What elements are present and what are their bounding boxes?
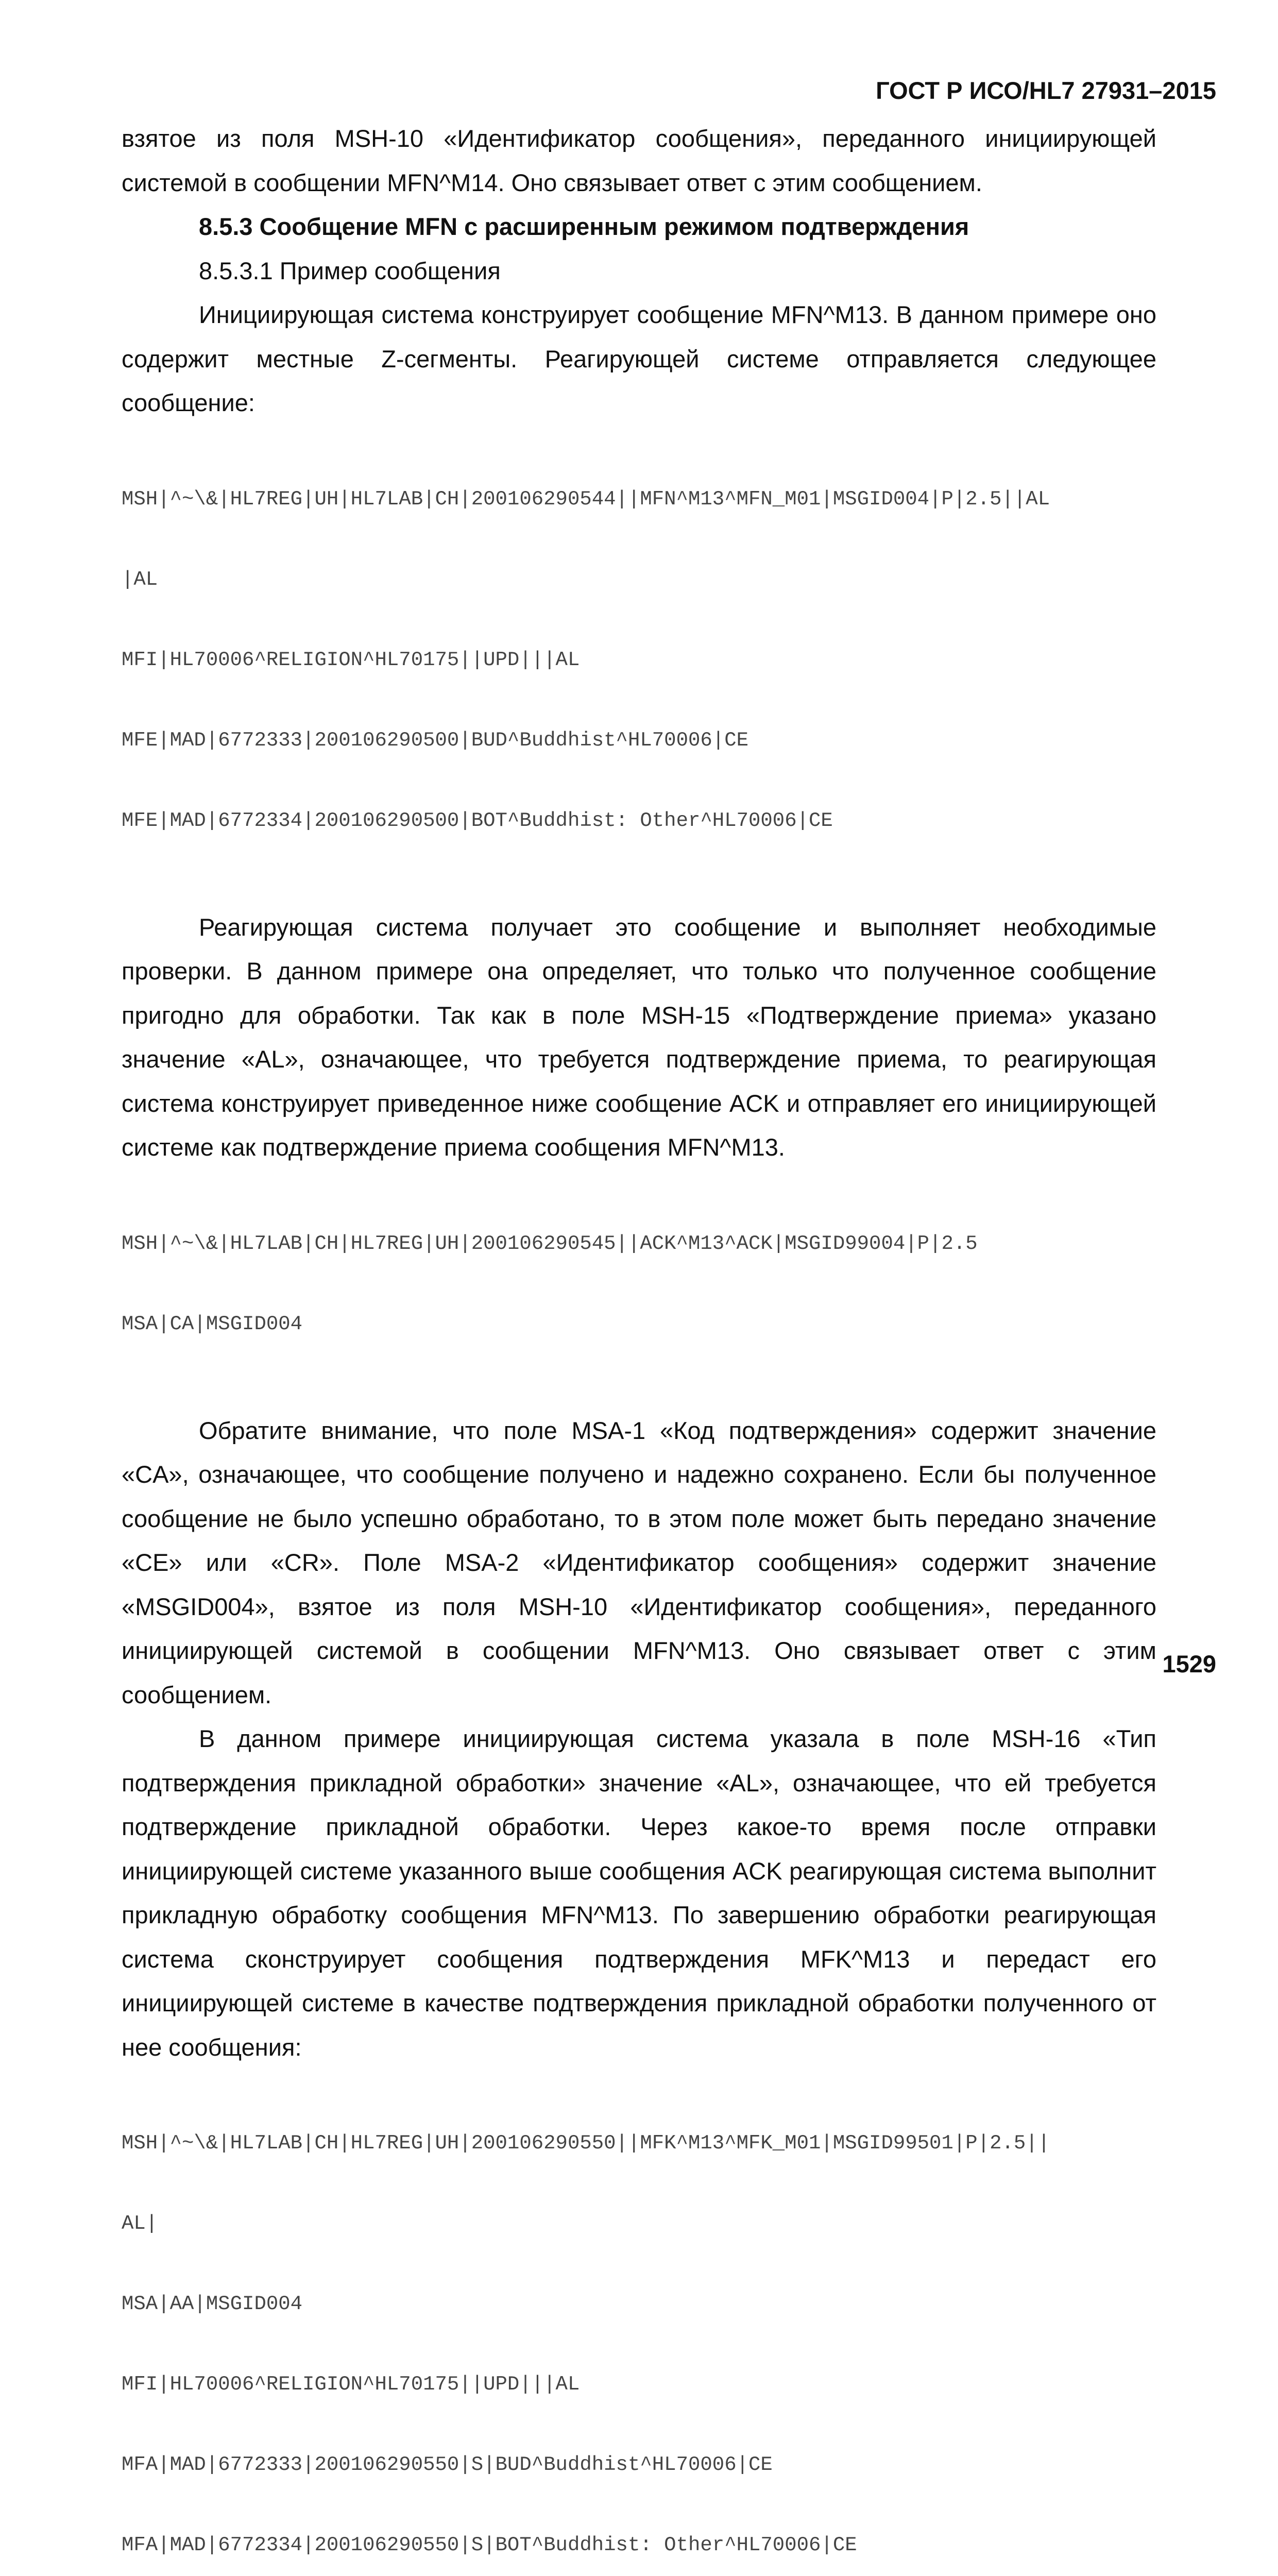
document-body [122, 116, 1156, 2576]
section-heading: 8.5.3 Сообщение MFN с расширенным режимом подтверждения [199, 213, 969, 240]
page-number: 1529 [1162, 1650, 1216, 1677]
code-line: MFI|HL70006^RELIGION^HL70175||UPD|||AL [122, 2373, 580, 2396]
code-line: MFE|MAD|6772333|200106290500|BUD^Buddhist^HL70006|CE [122, 728, 748, 752]
code-block-mfk-message [122, 2076, 1156, 2576]
code-line: |AL [122, 568, 158, 591]
code-block-ack-message [122, 1177, 1156, 1391]
paragraph-application-ack: В данном примере инициирующая система указала в поле MSH-16 «Тип подтверждения прикладной обработки» значение «AL», означающее, что ей требуется подтверждение прикладной обработки. Через какое-то время после отправки инициирующей системе указанного выше сообщения ACK реагирующая система выполнит прикладную обработку сообщения MFN^M13. По завершению обработки реагирующая система сконструирует сообщения подтверждения MFK^M13 и передаст его инициирующей системе в качестве подтверждения прикладной обработки полученного от нее сообщения: [122, 1725, 1156, 2061]
code-line: MFI|HL70006^RELIGION^HL70175||UPD|||AL [122, 648, 580, 671]
paragraph-continuation: взятое из поля MSH-10 «Идентификатор сообщения», переданного инициирующей системой в сообщении MFN^M14. Оно связывает ответ с этим сообщением. [122, 125, 1156, 196]
paragraph-initiating-system: Инициирующая система конструирует сообщение MFN^M13. В данном примере оно содержит местные Z-сегменты. Реагирующей системе отправляется следующее сообщение: [122, 301, 1156, 416]
code-line: MFE|MAD|6772334|200106290500|BOT^Buddhist: Other^HL70006|CE [122, 809, 833, 832]
code-line: MSH|^~\&|HL7LAB|CH|HL7REG|UH|200106290550||MFK^M13^MFK_M01|MSGID99501|P|2.5|| [122, 2132, 1050, 2155]
code-block-mfn-message [122, 432, 1156, 888]
code-line: MSH|^~\&|HL7LAB|CH|HL7REG|UH|200106290545||ACK^M13^ACK|MSGID99004|P|2.5 [122, 1232, 978, 1255]
paragraph-receiving-system: Реагирующая система получает это сообщение и выполняет необходимые проверки. В данном примере она определяет, что только что полученное сообщение пригодно для обработки. Так как в поле MSH-15 «Подтверждение приема» указано значение «AL», означающее, что требуется подтверждение приема, то реагирующая система конструирует приведенное ниже сообщение ACK и отправляет его инициирующей системе как подтверждение приема сообщения MFN^M13. [122, 913, 1156, 1161]
code-line: MFA|MAD|6772333|200106290550|S|BUD^Buddhist^HL70006|CE [122, 2453, 773, 2476]
standard-header: ГОСТ Р ИСО/HL7 27931–2015 [876, 77, 1216, 104]
code-line: MFA|MAD|6772334|200106290550|S|BOT^Buddhist: Other^HL70006|CE [122, 2534, 857, 2556]
code-line: AL| [122, 2212, 158, 2235]
code-line: MSA|AA|MSGID004 [122, 2293, 303, 2315]
paragraph-msa-note: Обратите внимание, что поле MSA-1 «Код подтверждения» содержит значение «CA», означающее, что сообщение получено и надежно сохранено. Если бы полученное сообщение не было успешно обработано, то в этом поле может быть передано значение «CE» или «CR». Поле MSA-2 «Идентификатор сообщения» содержит значение «MSGID004», взятое из поля MSH-10 «Идентификатор сообщения», переданного инициирующей системой в сообщении MFN^M13. Оно связывает ответ с этим сообщением. [122, 1416, 1156, 1708]
subsection-heading: 8.5.3.1 Пример сообщения [199, 257, 501, 284]
code-line: MSA|CA|MSGID004 [122, 1312, 303, 1335]
code-line: MSH|^~\&|HL7REG|UH|HL7LAB|CH|200106290544||MFN^M13^MFN_M01|MSGID004|P|2.5||AL [122, 487, 1050, 511]
